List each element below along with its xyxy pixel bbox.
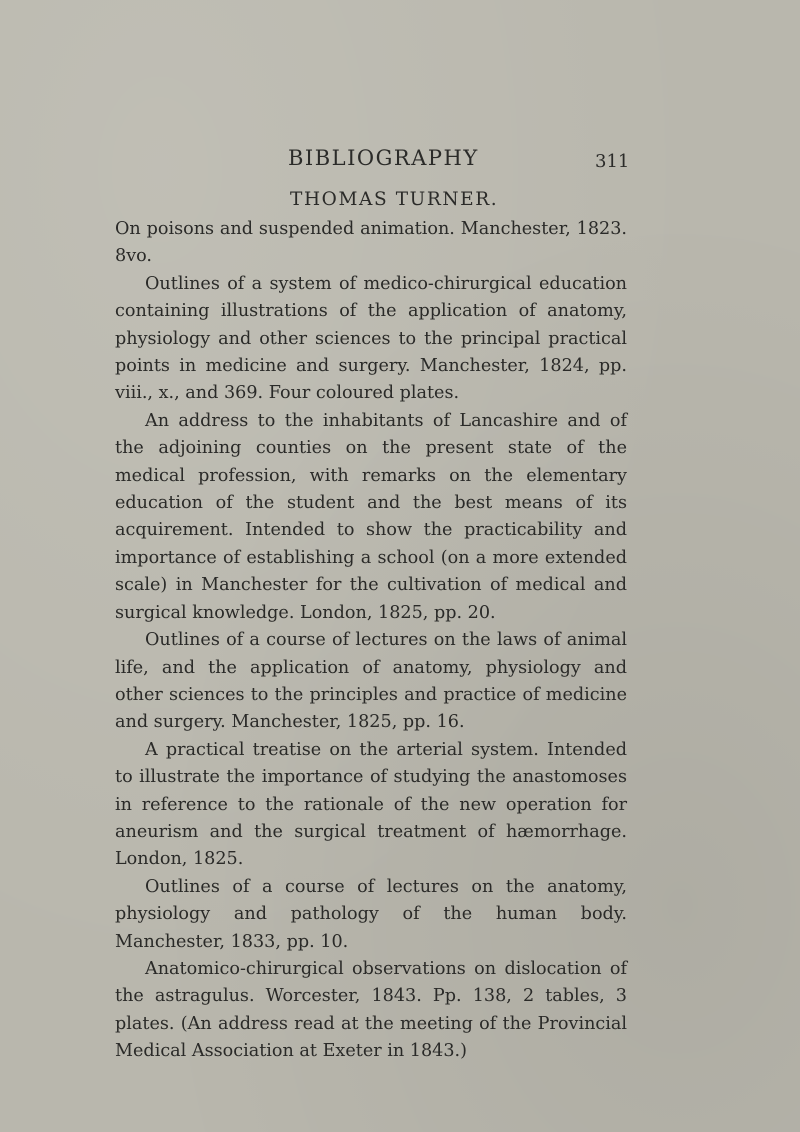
author-heading: THOMAS TURNER. xyxy=(290,189,499,210)
running-head: BIBLIOGRAPHY xyxy=(288,146,479,170)
page-number: 311 xyxy=(595,151,630,172)
bibliography-entry: Outlines of a course of lectures on the laws of animal life, and the application of anatomy, physiology and other sciences to the principles and practice of medicine and surgery. Manchester, 1825, pp. 16. xyxy=(115,630,627,733)
bibliography-entry: Outlines of a system of medico-chirurgical education containing illustrations of the application of anatomy, physiology and other sciences to the principal practical points in medicine and surgery. Manchester, 1824, pp. viii., x., and 369. Four coloured plates. xyxy=(115,273,627,404)
bibliography-entry: On poisons and suspended animation. Manchester, 1823. 8vo. xyxy=(115,219,627,267)
bibliography-entry: Anatomico-chirurgical observations on dislocation of the astragulus. Worcester, 1843. Pp. 138, 2 tables, 3 plates. (An address read at the meeting of the Provincial Medical Association at Exeter in 1843.) xyxy=(115,958,627,1062)
bibliography-entries xyxy=(115,216,627,1066)
bibliography-entry: Outlines of a course of lectures on the anatomy, physiology and pathology of the human body. Manchester, 1833, pp. 10. xyxy=(115,876,627,952)
bibliography-entry: An address to the inhabitants of Lancashire and of the adjoining counties on the present state of the medical profession, with remarks on the elementary education of the student and the best means of its acquirement. Intended to show the practicability and importance of establishing a school (on a more extended scale) in Manchester for the cultivation of medical and surgical knowledge. London, 1825, pp. 20. xyxy=(115,410,627,623)
bibliography-entry: A practical treatise on the arterial system. Intended to illustrate the importance of studying the anastomoses in reference to the rationale of the new operation for aneurism and the surgical treatment of hæmorrhage. London, 1825. xyxy=(115,739,627,870)
